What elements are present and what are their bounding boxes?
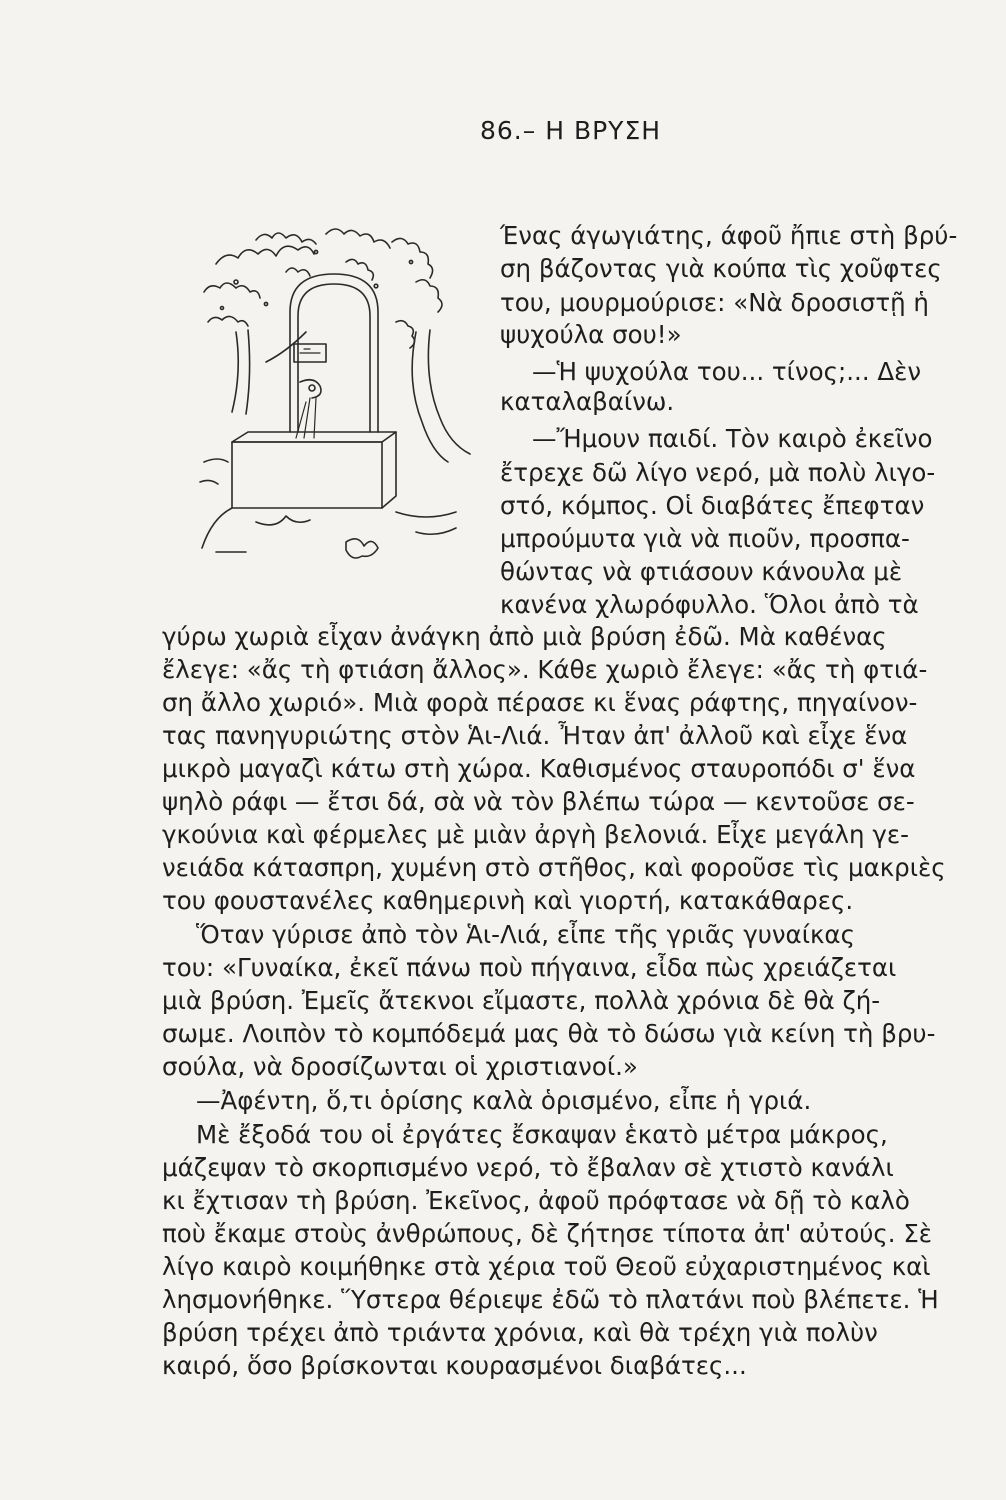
text-line: ση ἄλλο χωριό». Μιὰ φορὰ πέρασε κι ἕνας ράφτης, πηγαίνον-	[162, 688, 918, 717]
text-line: θώντας νὰ φτιάσουν κάνουλα μὲ	[500, 557, 903, 586]
text-line: —Ἡ ψυχούλα του... τίνος;... Δὲν	[532, 357, 922, 386]
text-line: καταλαβαίνω.	[500, 387, 675, 416]
text-line: γκούνια καὶ φέρμελες μὲ μιὰν ἀργὴ βελονιά. Εἶχε μεγάλη γε-	[162, 820, 909, 849]
text-line: λησμονήθηκε. Ὕστερα θέριεψε ἐδῶ τὸ πλατάνι ποὺ βλέπετε. Ἡ	[162, 1285, 939, 1314]
text-line: βρύση τρέχει ἀπὸ τριάντα χρόνια, καὶ θὰ τρέχη γιὰ πολὺν	[162, 1318, 878, 1347]
text-line: ἔλεγε: «ἄς τὴ φτιάση ἄλλος». Κάθε χωριὸ ἔλεγε: «ἄς τὴ φτιά-	[162, 655, 928, 684]
text-line: του, μουρμούρισε: «Νὰ δροσιστῇ ἡ	[500, 288, 929, 317]
text-line: σούλα, νὰ δροσίζωνται οἱ χριστιανοί.»	[162, 1052, 638, 1081]
text-line: ποὺ ἔκαμε στοὺς ἀνθρώπους, δὲ ζήτησε τίποτα ἀπ' αὐτούς. Σὲ	[162, 1219, 933, 1248]
text-line: του φουστανέλες καθημερινὴ καὶ γιορτή, κατακάθαρες.	[162, 886, 854, 915]
text-line: γύρω χωριὰ εἶχαν ἀνάγκη ἀπὸ μιὰ βρύση ἐδῶ. Μὰ καθένας	[162, 622, 887, 651]
text-line: νειάδα κάτασπρη, χυμένη στὸ στῆθος, καὶ φοροῦσε τὶς μακριὲς	[162, 853, 946, 882]
fountain-under-tree-icon	[196, 212, 496, 584]
text-line: Μὲ ἔξοδά του οἱ ἐργάτες ἔσκαψαν ἑκατὸ μέτρα μάκρος,	[196, 1120, 888, 1149]
text-line: Ὅταν γύρισε ἀπὸ τὸν Ἁι-Λιά, εἶπε τῆς γριᾶς γυναίκας	[196, 920, 855, 949]
text-line: του: «Γυναίκα, ἐκεῖ πάνω ποὺ πήγαινα, εἶδα πὼς χρειάζεται	[162, 953, 897, 982]
text-line: μικρὸ μαγαζὶ κάτω στὴ χώρα. Καθισμένος σταυροπόδι σ' ἕνα	[162, 754, 916, 783]
text-line: μπρούμυτα γιὰ νὰ πιοῦν, προσπα-	[500, 524, 910, 553]
text-line: κι ἔχτισαν τὴ βρύση. Ἐκεῖνος, ἀφοῦ πρόφτασε νὰ δῇ τὸ καλὸ	[162, 1186, 910, 1215]
text-line: λίγο καιρὸ κοιμήθηκε στὰ χέρια τοῦ Θεοῦ εὐχαριστημένος καὶ	[162, 1252, 931, 1281]
text-line: μάζεψαν τὸ σκορπισμένο νερό, τὸ ἔβαλαν σὲ χτιστὸ κανάλι	[162, 1153, 894, 1182]
text-line: ψηλὸ ράφι — ἔτσι δά, σὰ νὰ τὸν βλέπω τώρα — κεντοῦσε σε-	[162, 787, 915, 816]
text-line: στό, κόμπος. Οἱ διαβάτες ἔπεφταν	[500, 491, 925, 520]
text-line: τας πανηγυριώτης στὸν Ἁι-Λιά. Ἦταν ἀπ' ἀλλοῦ καὶ εἶχε ἕνα	[162, 721, 908, 750]
page-title: 86.– Η ΒΡΥΣΗ	[480, 116, 662, 145]
text-line: —Ἀφέντη, ὅ,τι ὁρίσης καλὰ ὁρισμένο, εἶπε ἡ γριά.	[196, 1086, 812, 1115]
text-line: —Ἤμουν παιδί. Τὸν καιρὸ ἐκεῖνο	[532, 424, 933, 453]
text-line: μιὰ βρύση. Ἐμεῖς ἄτεκνοι εἴμαστε, πολλὰ χρόνια δὲ θὰ ζή-	[162, 986, 881, 1015]
text-line: καιρό, ὅσο βρίσκονται κουρασμένοι διαβάτες...	[162, 1351, 747, 1380]
text-line: σωμε. Λοιπὸν τὸ κομπόδεμά μας θὰ τὸ δώσω γιὰ κείνη τὴ βρυ-	[162, 1019, 936, 1048]
text-line: κανένα χλωρόφυλλο. Ὅλοι ἀπὸ τὰ	[500, 590, 919, 619]
text-line: ψυχούλα σου!»	[500, 320, 682, 349]
text-line: ση βάζοντας γιὰ κούπα τὶς χοῦφτες	[500, 254, 942, 283]
text-line: ἔτρεχε δῶ λίγο νερό, μὰ πολὺ λιγο-	[500, 458, 936, 487]
text-line: Ένας άγωγιάτης, άφοῦ ἤπιε στὴ βρύ-	[500, 221, 958, 250]
